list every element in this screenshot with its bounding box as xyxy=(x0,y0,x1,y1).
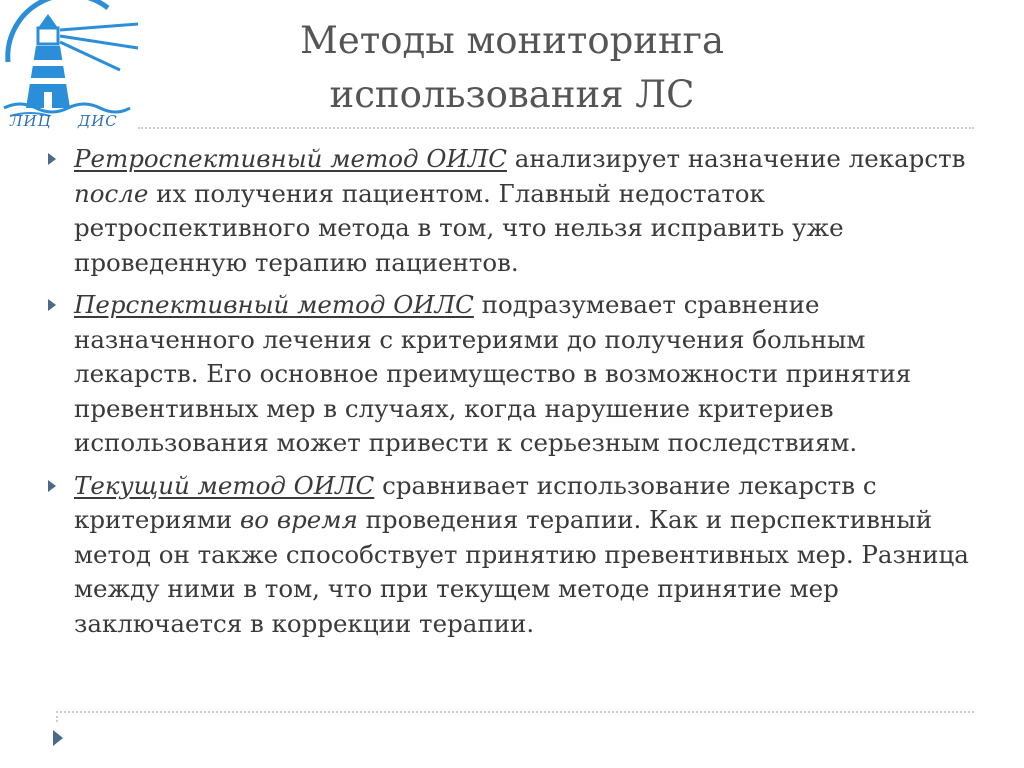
list-item xyxy=(44,288,984,461)
item-text: проведения терапии. Как и перспективный метод он также способствует принятию превентивных мер. Разница между ними в том, что при текущем методе принятие мер заключается в коррекции терапии. xyxy=(74,505,969,638)
logo-left-text: ЛИЦ xyxy=(10,112,52,130)
triangle-bullet-icon xyxy=(46,478,58,494)
logo-right-text: ДИС xyxy=(78,112,118,130)
bullet-list xyxy=(44,142,984,649)
title-line-1: Методы мониторинга xyxy=(299,19,725,62)
item-text: анализирует назначение лекарств xyxy=(506,144,966,173)
item-text: их получения пациентом. Главный недостаток ретроспективного метода в том, что нельзя исправить уже проведенную терапию пациентов. xyxy=(74,178,844,277)
item-emphasis: во время xyxy=(240,505,358,534)
method-term: Перспективный метод ОИЛС xyxy=(74,290,474,319)
title-line-2: использования ЛС xyxy=(329,73,695,116)
item-text: сравнивает использование лекарств с критериями xyxy=(74,470,877,534)
page-title xyxy=(140,14,884,122)
item-text: подразумевает сравнение назначенного лечения с критериями до получения больным лекарств. Его основное преимущество в возможности принятия превентивных мер в случаях, когда нарушение критериев использования может привести к серьезным последствиям. xyxy=(74,290,912,457)
lighthouse-icon xyxy=(0,0,140,120)
method-term: Текущий метод ОИЛС xyxy=(74,470,375,500)
top-divider xyxy=(138,127,974,129)
chevron-right-icon xyxy=(51,716,65,756)
list-item xyxy=(44,469,984,642)
list-item xyxy=(44,142,984,280)
bottom-divider xyxy=(56,711,974,713)
triangle-bullet-icon xyxy=(46,297,58,313)
lighthouse-logo xyxy=(0,0,140,135)
method-term: Ретроспективный метод ОИЛС xyxy=(74,144,507,173)
triangle-bullet-icon xyxy=(46,151,58,167)
item-emphasis: после xyxy=(74,178,149,208)
